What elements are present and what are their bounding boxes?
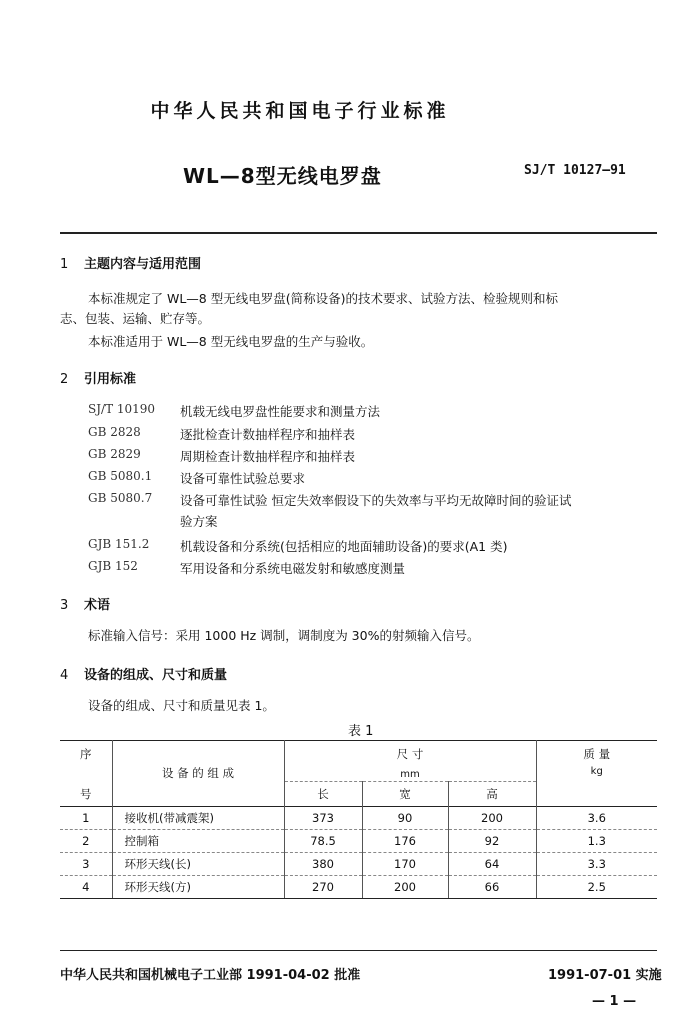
header-length: 长	[284, 782, 362, 807]
section-title: 引用标准	[84, 372, 137, 387]
ref-code: GB 2829	[88, 447, 141, 461]
document-title: WL—8型无线电罗盘	[183, 164, 382, 188]
cell-width: 90	[362, 806, 448, 829]
table-row	[60, 806, 657, 829]
cell-width: 176	[362, 829, 448, 852]
section-title: 主题内容与适用范围	[84, 257, 202, 272]
section-title: 设备的组成、尺寸和质量	[84, 668, 228, 683]
header-divider	[60, 232, 657, 234]
cell-height: 64	[448, 852, 536, 875]
cell-name: 接收机(带减震架)	[112, 806, 284, 829]
ref-code: GB 2828	[88, 425, 141, 439]
ref-title: 逐批检查计数抽样程序和抽样表	[180, 427, 356, 442]
cell-seq: 1	[82, 810, 90, 825]
composition-intro: 设备的组成、尺寸和质量见表 1。	[88, 698, 275, 713]
ref-title: 机载无线电罗盘性能要求和测量方法	[180, 404, 381, 419]
section-1-heading	[60, 253, 201, 272]
cell-mass: 3.3	[536, 852, 657, 875]
scope-paragraph-2: 本标准适用于 WL—8 型无线电罗盘的生产与验收。	[88, 334, 374, 349]
standard-org-title: 中华人民共和国电子行业标准	[150, 100, 450, 122]
header-height: 高	[448, 782, 536, 807]
cell-width: 170	[362, 852, 448, 875]
cell-height: 200	[448, 806, 536, 829]
term-definition: 标准输入信号：采用 1000 Hz 调制，调制度为 30%的射频输入信号。	[88, 628, 480, 643]
ref-code: SJ/T 10190	[88, 402, 156, 416]
ref-code: GB 5080.7	[88, 491, 153, 505]
standard-code: SJ/T 10127—91	[524, 163, 626, 178]
section-number: 4	[60, 668, 69, 683]
cell-name: 控制箱	[112, 829, 284, 852]
header-mass-unit: kg	[590, 765, 603, 777]
cell-seq: 2	[60, 829, 112, 852]
cell-length: 270	[284, 875, 362, 898]
cell-seq: 3	[60, 852, 112, 875]
header-width: 宽	[362, 782, 448, 807]
section-3-heading	[60, 594, 110, 613]
table-row	[60, 829, 657, 852]
footer-divider	[60, 950, 657, 951]
cell-width: 200	[362, 875, 448, 898]
cell-seq: 4	[60, 875, 112, 898]
cell-height: 92	[448, 829, 536, 852]
table-row	[60, 875, 657, 898]
header-seq-top: 序	[80, 747, 92, 761]
implementation-date: 1991-07-01 实施	[548, 968, 662, 983]
scope-paragraph-line2: 志、包装、运输、贮存等。	[60, 311, 211, 326]
cell-height: 66	[448, 875, 536, 898]
header-seq-spacer	[60, 767, 112, 782]
ref-code: GJB 152	[88, 559, 138, 573]
ref-title-continued: 验方案	[180, 514, 218, 529]
ref-code: GJB 151.2	[88, 537, 150, 551]
header-mass-spacer	[536, 782, 657, 807]
section-2-heading	[60, 368, 136, 387]
table-row	[60, 852, 657, 875]
cell-length: 380	[284, 852, 362, 875]
section-number: 2	[60, 372, 69, 387]
section-title: 术语	[84, 598, 111, 613]
page-number: — 1 —	[592, 994, 637, 1009]
table-caption: 表 1	[348, 724, 374, 739]
section-number: 3	[60, 598, 69, 613]
cell-mass: 1.3	[536, 829, 657, 852]
cell-mass: 3.6	[536, 806, 657, 829]
header-component: 设 备 的 组 成	[112, 741, 284, 807]
scope-paragraph-line1: 本标准规定了 WL—8 型无线电罗盘(简称设备)的技术要求、试验方法、检验规则和标	[88, 291, 558, 306]
cell-length: 373	[284, 806, 362, 829]
cell-length: 78.5	[284, 829, 362, 852]
header-seq-bottom: 号	[80, 786, 92, 801]
ref-title: 机载设备和分系统(包括相应的地面辅助设备)的要求(A1 类)	[180, 539, 508, 554]
composition-table	[60, 740, 657, 899]
header-size-unit: mm	[284, 767, 536, 782]
ref-title: 设备可靠性试验 恒定失效率假设下的失效率与平均无故障时间的验证试	[180, 493, 572, 508]
header-mass-label: 质 量	[583, 746, 611, 761]
header-mass	[536, 741, 657, 782]
ref-title: 军用设备和分系统电磁发射和敏感度测量	[180, 561, 406, 576]
cell-mass: 2.5	[536, 875, 657, 898]
ref-title: 设备可靠性试验总要求	[180, 471, 306, 486]
cell-name: 环形天线(方)	[112, 875, 284, 898]
header-size: 尺 寸	[284, 741, 536, 768]
cell-name: 环形天线(长)	[112, 852, 284, 875]
ref-code: GB 5080.1	[88, 469, 153, 483]
approval-line: 中华人民共和国机械电子工业部 1991-04-02 批准	[60, 968, 361, 983]
ref-title: 周期检查计数抽样程序和抽样表	[180, 449, 356, 464]
section-number: 1	[60, 257, 69, 272]
section-4-heading	[60, 664, 227, 683]
